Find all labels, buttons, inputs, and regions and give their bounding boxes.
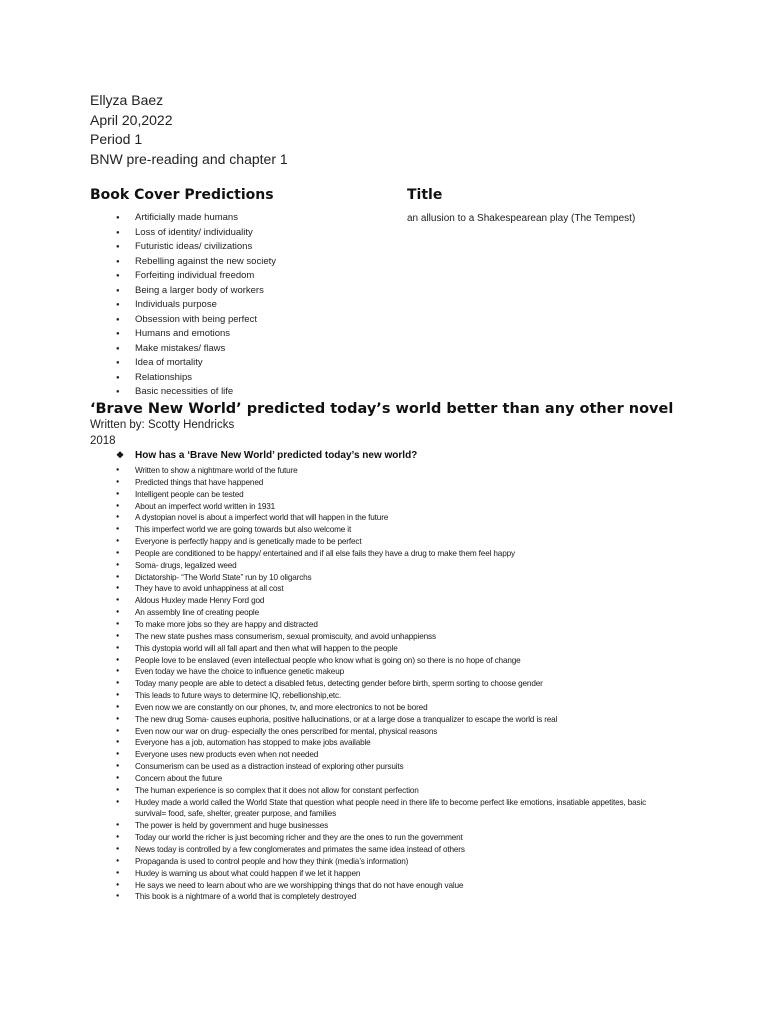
list-item: ● Intelligent people can be tested bbox=[116, 489, 656, 501]
list-item: ● Make mistakes/ flaws bbox=[116, 342, 276, 357]
diamond-bullet-icon: ❖ bbox=[116, 450, 125, 460]
list-item: ● The new state pushes mass consumerism, sexual promiscuity, and avoid unhappienss bbox=[116, 631, 656, 643]
student-name: Ellyza Baez bbox=[90, 92, 164, 108]
article-question bbox=[116, 450, 417, 461]
list-item: ● Being a larger body of workers bbox=[116, 284, 276, 299]
list-item: ● The new drug Soma- causes euphoria, positive hallucinations, or at a large dose a tranqualizer to escape the world is real bbox=[116, 714, 656, 726]
list-item: ● Even today we have the choice to influence genetic makeup bbox=[116, 666, 656, 678]
title-allusion-text: an allusion to a Shakespearean play (The Tempest) bbox=[407, 213, 636, 224]
list-item: ● Everyone has a job, automation has stopped to make jobs available bbox=[116, 737, 656, 749]
list-item: ● Loss of identity/ individuality bbox=[116, 226, 276, 241]
list-item: ● People love to be enslaved (even intellectual people who know what is going on) so there is no hope of change bbox=[116, 655, 656, 667]
list-item: ● Huxley is warning us about what could happen if we let it happen bbox=[116, 868, 656, 880]
list-item: ● Even now our war on drug- especially the ones perscribed for mental, physical reasons bbox=[116, 726, 656, 738]
list-item: ● Predicted things that have happened bbox=[116, 477, 656, 489]
list-item: ● Even now we are constantly on our phones, tv, and more electronics to not be bored bbox=[116, 702, 656, 714]
list-item: ● To make more jobs so they are happy and distracted bbox=[116, 619, 656, 631]
list-item: ● Futuristic ideas/ civilizations bbox=[116, 240, 276, 255]
list-item: ● This dystopia world will all fall apart and then what will happen to the people bbox=[116, 643, 656, 655]
list-item: ● Dictatorship- “The World State” run by 10 oligarchs bbox=[116, 572, 656, 584]
article-year: 2018 bbox=[90, 434, 116, 447]
list-item: ● An assembly line of creating people bbox=[116, 607, 656, 619]
list-item: ● The human experience is so complex that it does not allow for constant perfection bbox=[116, 785, 656, 797]
article-question-text: How has a ‘Brave New World’ predicted today’s new world? bbox=[135, 450, 418, 461]
list-item: ● This leads to future ways to determine IQ, rebellionship,etc. bbox=[116, 690, 656, 702]
article-notes-list bbox=[116, 465, 656, 903]
list-item: ● Basic necessities of life bbox=[116, 385, 276, 400]
list-item: ● Individuals purpose bbox=[116, 298, 276, 313]
list-item: ● A dystopian novel is about a imperfect world that will happen in the future bbox=[116, 512, 656, 524]
article-byline bbox=[90, 418, 234, 449]
list-item: ● Huxley made a world called the World State that question what people need in there life to become perfect like emotions, insatiable appetites, basic survival= food, safe, shelter, greater purpose, and families bbox=[116, 797, 656, 821]
list-item: ● Soma- drugs, legalized weed bbox=[116, 560, 656, 572]
article-author: Written by: Scotty Hendricks bbox=[90, 419, 235, 431]
document-header bbox=[90, 91, 288, 169]
list-item: ● Propaganda is used to control people and how they think (media’s information) bbox=[116, 856, 656, 868]
list-item: ● Today our world the richer is just becoming richer and they are the ones to run the government bbox=[116, 832, 656, 844]
list-item: ● Today many people are able to detect a disabled fetus, detecting gender before birth, sperm sorting to choose gender bbox=[116, 678, 656, 690]
list-item: ● Rebelling against the new society bbox=[116, 255, 276, 270]
title-heading: Title bbox=[407, 187, 443, 203]
book-cover-predictions-list bbox=[116, 211, 276, 400]
list-item: ● Everyone uses new products even when not needed bbox=[116, 749, 656, 761]
class-period: Period 1 bbox=[90, 131, 143, 148]
list-item: ● People are conditioned to be happy/ entertained and if all else fails they have a drug to make them feel happy bbox=[116, 548, 656, 560]
list-item: ● Consumerism can be used as a distraction instead of exploring other pursuits bbox=[116, 761, 656, 773]
list-item: ● Concern about the future bbox=[116, 773, 656, 785]
assignment-date: April 20,2022 bbox=[90, 111, 173, 128]
list-item: ● This book is a nightmare of a world that is completely destroyed bbox=[116, 891, 656, 903]
list-item: ● Artificially made humans bbox=[116, 211, 276, 226]
list-item: ● Forfeiting individual freedom bbox=[116, 269, 276, 284]
list-item: ● Relationships bbox=[116, 371, 276, 386]
list-item: ● He says we need to learn about who are we worshipping things that do not have enough value bbox=[116, 880, 656, 892]
list-item: ● Humans and emotions bbox=[116, 327, 276, 342]
list-item: ● Written to show a nightmare world of the future bbox=[116, 465, 656, 477]
article-title: ‘Brave New World’ predicted today’s world better than any other novel bbox=[90, 401, 674, 417]
list-item: ● Idea of mortality bbox=[116, 356, 276, 371]
list-item: ● Everyone is perfectly happy and is genetically made to be perfect bbox=[116, 536, 656, 548]
list-item: ● This imperfect world we are going towards but also welcome it bbox=[116, 524, 656, 536]
list-item: ● Obsession with being perfect bbox=[116, 313, 276, 328]
book-cover-predictions-heading: Book Cover Predictions bbox=[90, 187, 274, 203]
list-item: ● About an imperfect world written in 1931 bbox=[116, 501, 656, 513]
list-item: ● Aldous Huxley made Henry Ford god bbox=[116, 595, 656, 607]
assignment-title: BNW pre-reading and chapter 1 bbox=[90, 150, 288, 167]
list-item: ● News today is controlled by a few conglomerates and primates the same idea instead of others bbox=[116, 844, 656, 856]
list-item: ● They have to avoid unhappiness at all cost bbox=[116, 583, 656, 595]
list-item: ● The power is held by government and huge businesses bbox=[116, 820, 656, 832]
